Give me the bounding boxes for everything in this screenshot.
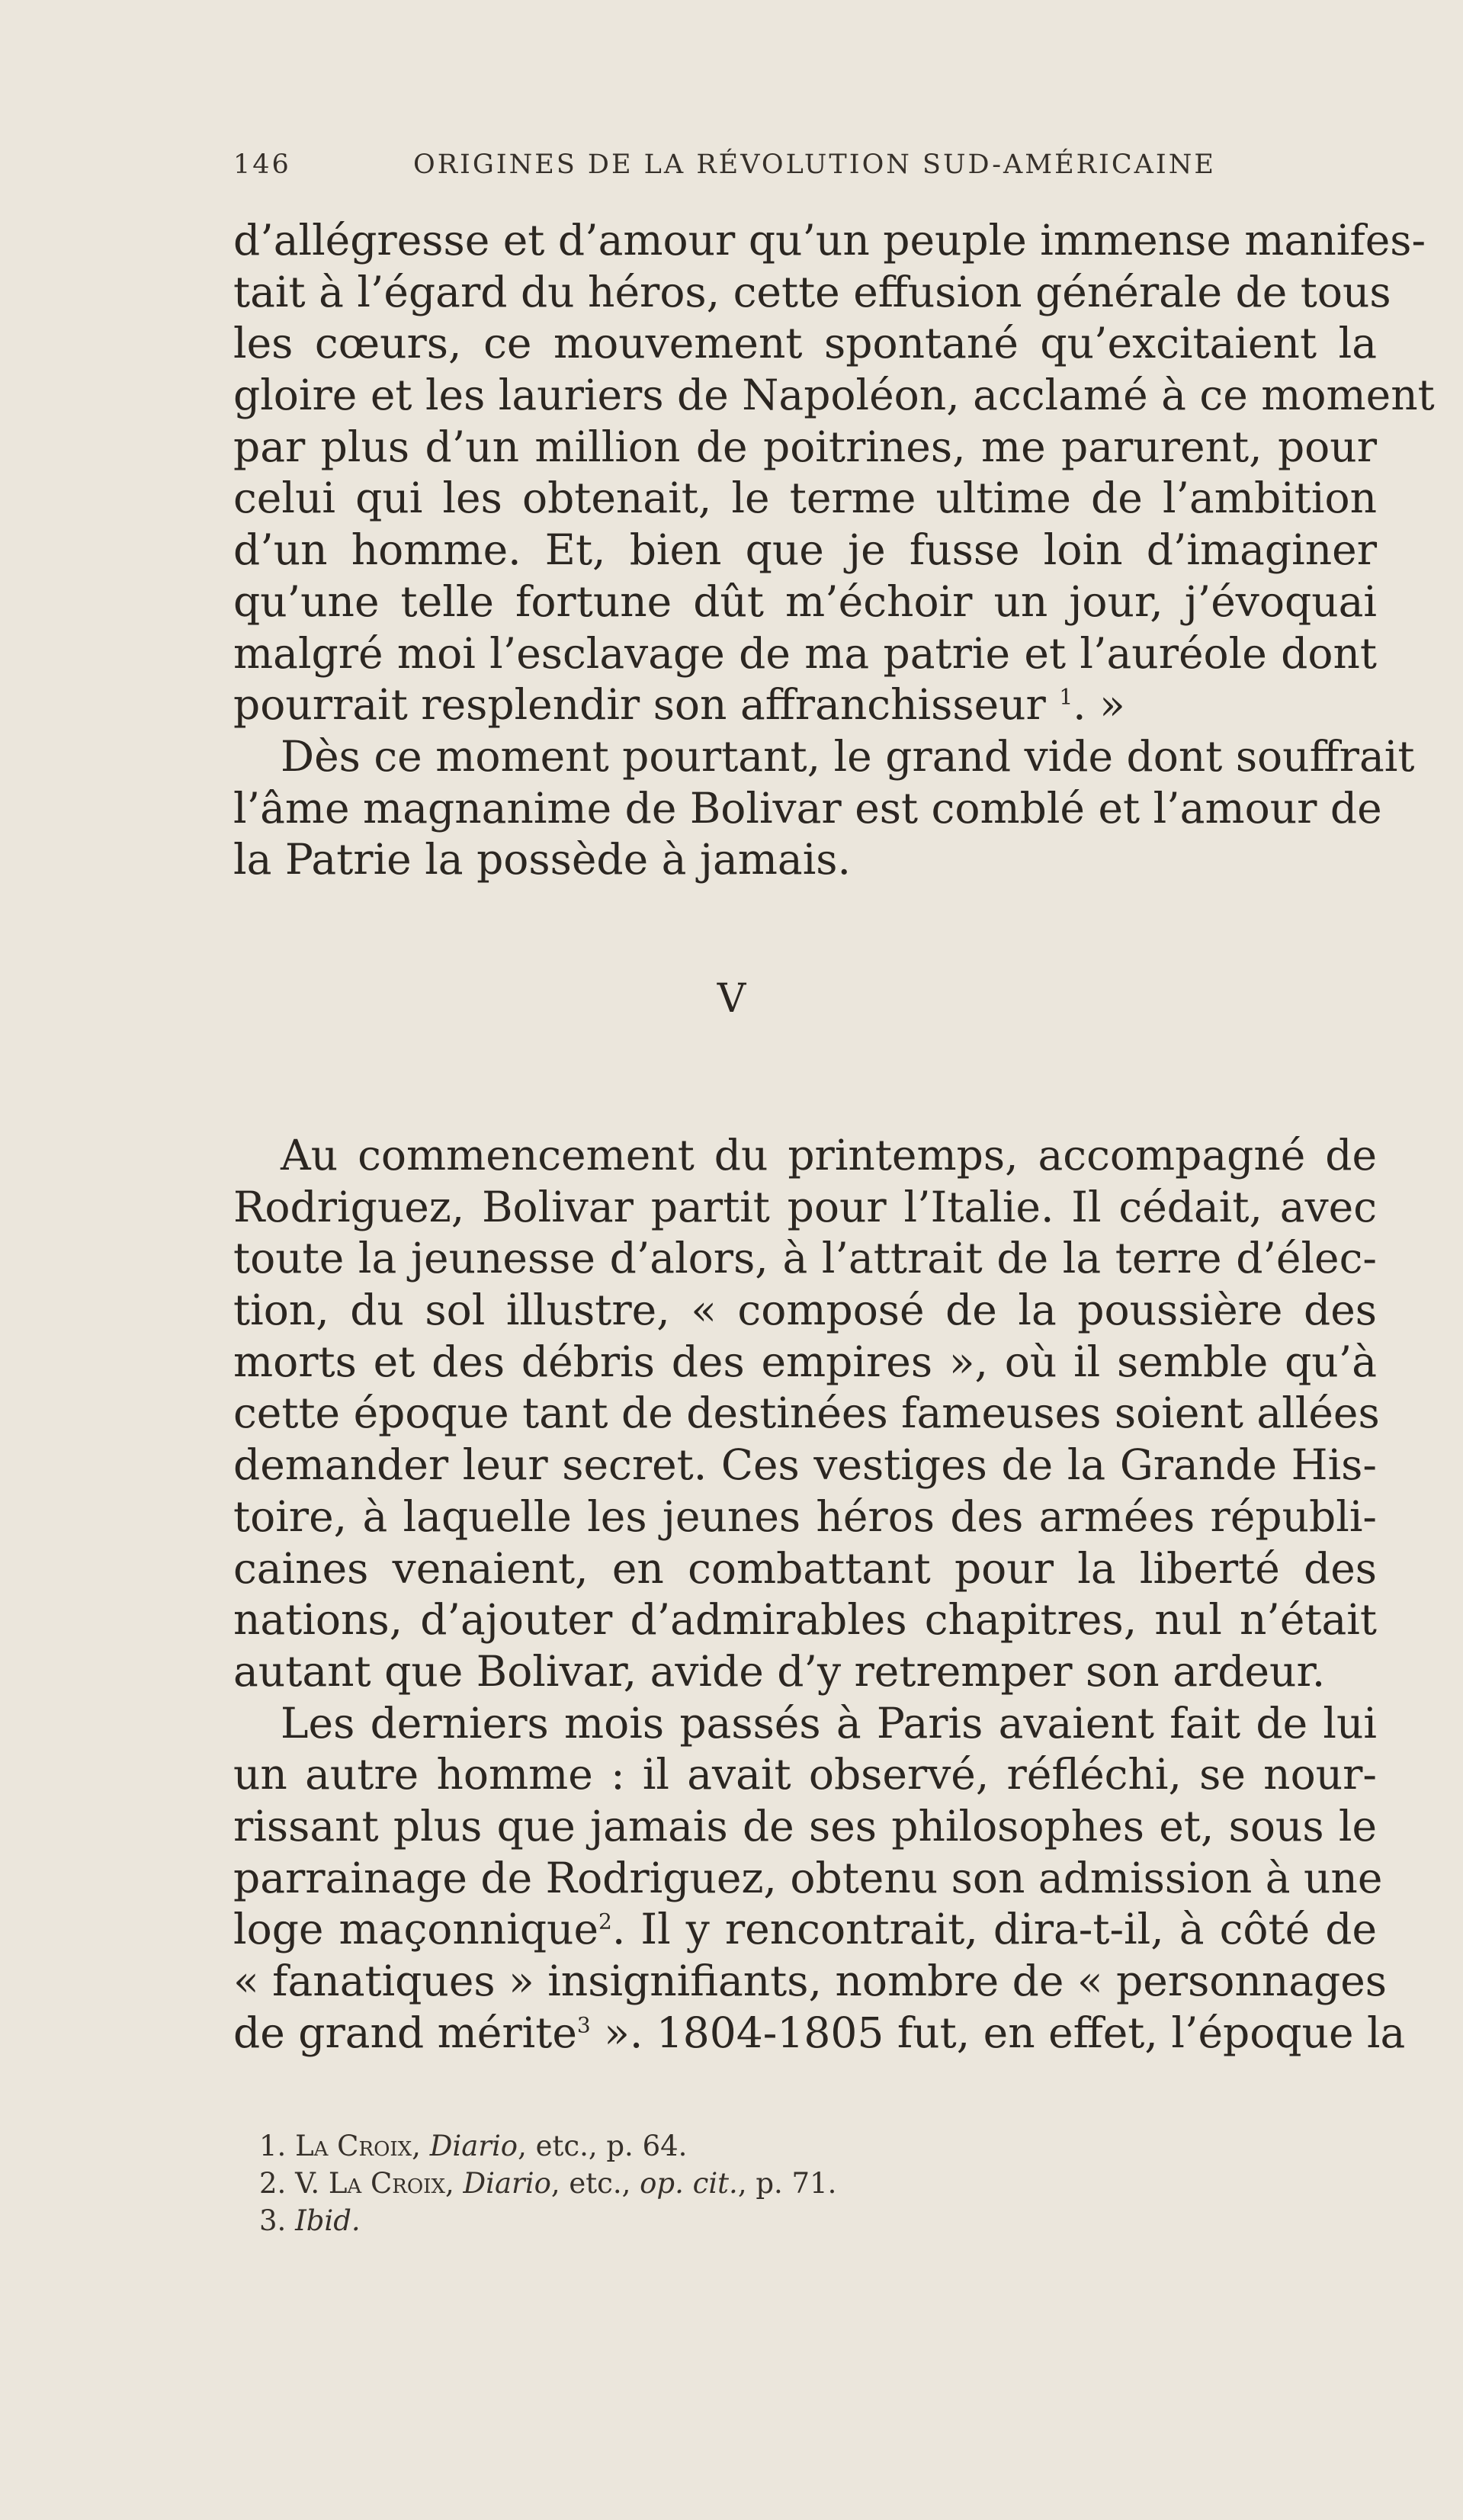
footnote-author: La Croix [328, 2167, 445, 2200]
text-line: qu’une telle fortune dût m’échoir un jour, j’évoquai [233, 576, 1377, 626]
text-line: tion, du sol illustre, « composé de la poussière des [233, 1286, 1377, 1335]
footnote-reference: 3 [576, 2012, 591, 2038]
text-line: caines venaient, en combattant pour la liberté des [233, 1543, 1377, 1593]
text-line: parrainage de Rodriguez, obtenu son admission à une [233, 1853, 1383, 1902]
text-line: malgré moi l’esclavage de ma patrie et l’auréole dont [233, 628, 1377, 678]
footnote-3 [259, 2202, 1022, 2239]
text-line: Dès ce moment pourtant, le grand vide dont souffrait [281, 731, 1415, 781]
footnote-text: , p. 71. [737, 2167, 837, 2200]
footnote-1: 1. La Croix, Diario, etc., p. 64. [259, 2130, 688, 2162]
text-line: morts et des débris des empires », où il semble qu’à [233, 1337, 1377, 1386]
text-fragment: loge maçonnique [233, 1905, 598, 1954]
text-line: demander leur secret. Ces vestiges de la Grande His- [233, 1440, 1377, 1490]
body-text-upper [233, 215, 1435, 886]
footnote-title: Ibid. [295, 2204, 361, 2237]
text-fragment: pourrait resplendir son affranchisseur [233, 680, 1046, 730]
footnote-number: 1. [259, 2130, 287, 2162]
text-line: la Patrie la possède à jamais. [233, 835, 851, 884]
footnote-text: , etc., [550, 2167, 640, 2200]
text-line [233, 2008, 1406, 2059]
running-title: ORIGINES DE LA RÉVOLUTION SUD-AMÉRICAINE [413, 149, 1216, 180]
text-line: celui qui les obtenait, le terme ultime de l’ambition [233, 474, 1377, 523]
footnote-title: Diario [463, 2167, 551, 2200]
text-line: tait à l’égard du héros, cette effusion générale de tous [233, 267, 1391, 316]
footnote-title: Diario [429, 2130, 518, 2162]
text-line [233, 1904, 1377, 1956]
text-line: « fanatiques » insignifiants, nombre de « personnages [233, 1957, 1388, 2005]
footnote-author: La Croix [295, 2130, 412, 2162]
footnote-2: 2. V. La Croix, Diario, etc., op. cit., p. 71. [259, 2167, 837, 2200]
text-line: rissant plus que jamais de ses philosophes et, sous le [233, 1801, 1377, 1851]
text-line: Les derniers mois passés à Paris avaient fait de lui [281, 1698, 1377, 1748]
text-line: gloire et les lauriers de Napoléon, acclamé à ce moment [233, 371, 1435, 420]
page-number: 146 [233, 149, 291, 180]
footnotes [259, 2127, 1022, 2239]
text-fragment: de grand mérite [233, 2008, 577, 2057]
text-line: l’âme magnanime de Bolivar est comblé et l’amour de [233, 783, 1382, 833]
text-line: toire, à laquelle les jeunes héros des armées républi- [233, 1491, 1377, 1541]
text-line: nations, d’ajouter d’admirables chapitres, nul n’était [233, 1595, 1377, 1645]
footnote-number: 3. [259, 2204, 287, 2237]
footnote-text: V. [295, 2167, 320, 2200]
section-heading: V [717, 976, 746, 1022]
text-line: toute la jeunesse d’alors, à l’attrait de la terre d’élec- [233, 1234, 1377, 1283]
footnote-reference: 1 [1059, 684, 1073, 710]
footnote-text: , etc., p. 64. [518, 2130, 688, 2162]
text-fragment: ». 1804-1805 fut, en effet, l’époque la [590, 2008, 1406, 2057]
text-line: d’un homme. Et, bien que je fusse loin d’imaginer [233, 525, 1377, 575]
text-line: les cœurs, ce mouvement spontané qu’excitaient la [233, 319, 1377, 368]
text-fragment: . Il y rencontrait, dira-t-il, à côté de [611, 1905, 1378, 1954]
footnote-number: 2. [259, 2167, 287, 2200]
page-header [233, 149, 1217, 188]
text-line [233, 679, 1377, 731]
text-line: par plus d’un million de poitrines, me parurent, pour [233, 422, 1377, 471]
text-line: autant que Bolivar, avide d’y retremper son ardeur. [233, 1646, 1326, 1696]
body-text-lower [233, 1130, 1406, 2059]
footnote-opcit: op. cit. [640, 2167, 738, 2200]
text-line: Au commencement du printemps, accompagné de [281, 1131, 1377, 1180]
footnote-reference: 2 [598, 1908, 612, 1934]
text-line: cette époque tant de destinées fameuses soient allées [233, 1388, 1380, 1438]
text-line: un autre homme : il avait observé, réfléchi, se nour- [233, 1750, 1377, 1799]
text-line: Rodriguez, Bolivar partit pour l’Italie. Il cédait, avec [233, 1182, 1377, 1231]
text-fragment: . » [1073, 680, 1125, 730]
text-line: d’allégresse et d’amour qu’un peuple immense manifes- [233, 216, 1426, 265]
